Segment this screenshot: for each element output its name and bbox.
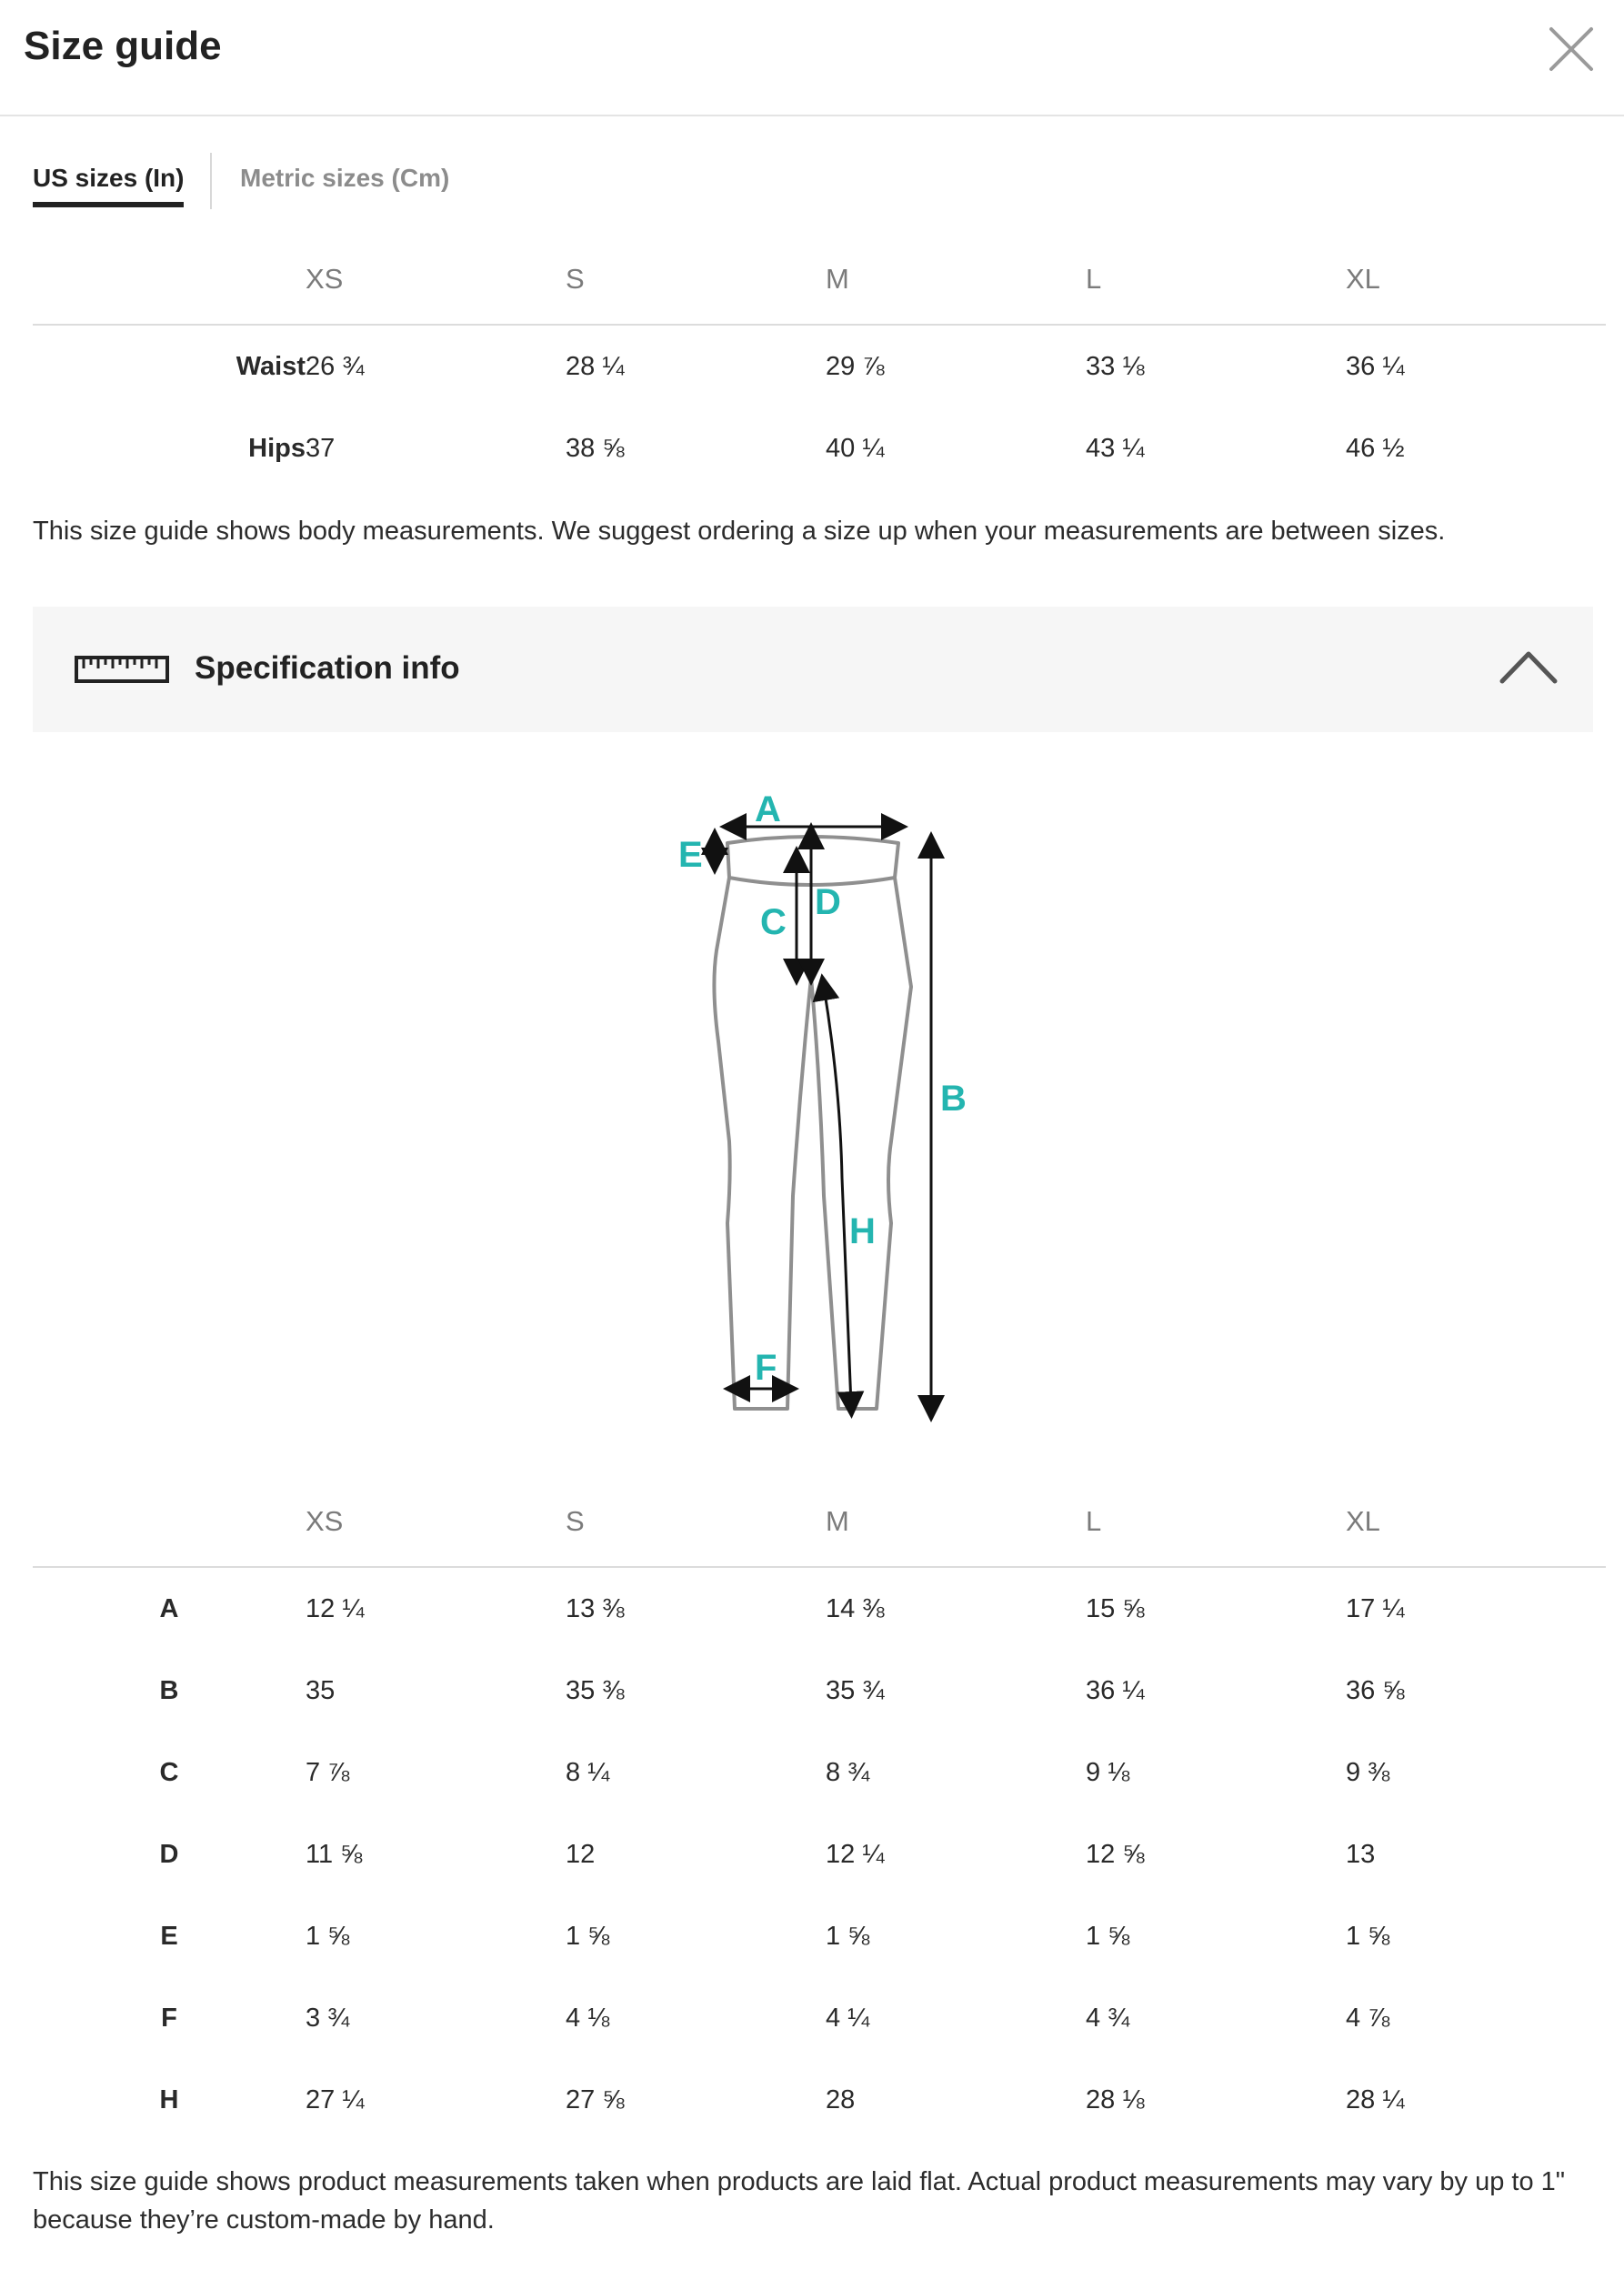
table-cell: 27 ¼ xyxy=(306,2084,365,2114)
table-header-row xyxy=(33,1477,1606,1567)
table-header-row xyxy=(33,235,1606,325)
tab-divider xyxy=(210,153,212,209)
size-header: M xyxy=(826,1477,1086,1567)
table-cell: 13 ⅜ xyxy=(566,1593,625,1623)
measure-line-h xyxy=(824,987,851,1405)
size-header: L xyxy=(1086,235,1346,325)
diagram-label-b: B xyxy=(940,1079,967,1119)
table-cell: 40 ¼ xyxy=(826,433,885,463)
row-label: D xyxy=(159,1839,179,1869)
diagram-label-h: H xyxy=(849,1211,876,1251)
table-cell: 38 ⅝ xyxy=(566,433,625,463)
diagram-label-e: E xyxy=(678,835,703,875)
table-cell: 4 ¾ xyxy=(1086,2003,1130,2033)
table-cell: 35 xyxy=(306,1675,336,1705)
table-cell: 8 ¾ xyxy=(826,1757,870,1787)
size-header: S xyxy=(566,1477,826,1567)
table-row xyxy=(33,2059,1606,2141)
table-cell: 4 ⅞ xyxy=(1346,2003,1390,2033)
table-cell: 7 ⅞ xyxy=(306,1757,350,1787)
size-header: XS xyxy=(306,1477,566,1567)
table-cell: 28 xyxy=(826,2084,856,2114)
table-row xyxy=(33,1650,1606,1732)
tab-metric-sizes[interactable]: Metric sizes (Cm) xyxy=(240,164,450,192)
table-cell: 12 ¼ xyxy=(306,1593,365,1623)
diagram-label-f: F xyxy=(755,1348,777,1388)
body-size-table xyxy=(33,235,1606,489)
table-cell: 13 xyxy=(1346,1839,1376,1869)
unit-tabs xyxy=(33,153,942,211)
size-header: XS xyxy=(306,235,566,325)
row-label: E xyxy=(160,1921,178,1951)
table-cell: 12 ⅝ xyxy=(1086,1839,1145,1869)
table-cell: 1 ⅝ xyxy=(1086,1921,1130,1951)
table-cell: 33 ⅛ xyxy=(1086,351,1145,381)
diagram-label-a: A xyxy=(755,789,781,829)
spec-size-table xyxy=(33,1477,1606,2141)
modal-header xyxy=(0,0,1624,116)
diagram-label-c: C xyxy=(760,902,787,942)
table-cell: 4 ⅛ xyxy=(566,2003,610,2033)
body-size-note: This size guide shows body measurements. We suggest ordering a size up when your measurements are between sizes. xyxy=(33,517,1446,546)
table-cell: 4 ¼ xyxy=(826,2003,870,2033)
tab-us-sizes[interactable]: US sizes (In) xyxy=(33,164,184,207)
table-cell: 1 ⅝ xyxy=(306,1921,350,1951)
row-label: A xyxy=(159,1593,179,1623)
table-row xyxy=(33,1977,1606,2059)
size-header: XL xyxy=(1346,1477,1606,1567)
table-cell: 28 ¼ xyxy=(1346,2084,1405,2114)
table-cell: 1 ⅝ xyxy=(566,1921,610,1951)
row-label: Waist xyxy=(236,351,306,381)
chevron-up-icon[interactable] xyxy=(1499,647,1559,687)
table-cell: 1 ⅝ xyxy=(1346,1921,1390,1951)
table-cell: 15 ⅝ xyxy=(1086,1593,1145,1623)
header-empty xyxy=(33,1477,306,1567)
table-cell: 3 ¾ xyxy=(306,2003,350,2033)
modal-title: Size guide xyxy=(24,24,222,68)
table-cell: 36 ⅝ xyxy=(1346,1675,1405,1705)
size-header: S xyxy=(566,235,826,325)
table-cell: 14 ⅜ xyxy=(826,1593,885,1623)
row-label: H xyxy=(159,2084,179,2114)
diagram-label-d: D xyxy=(815,882,841,922)
row-label: Hips xyxy=(248,433,306,463)
table-cell: 8 ¼ xyxy=(566,1757,610,1787)
ruler-icon xyxy=(75,654,169,685)
close-icon[interactable] xyxy=(1546,24,1597,75)
table-cell: 28 ⅛ xyxy=(1086,2084,1145,2114)
table-cell: 37 xyxy=(306,433,336,463)
table-cell: 11 ⅝ xyxy=(306,1839,363,1869)
row-label: C xyxy=(159,1757,179,1787)
size-header: M xyxy=(826,235,1086,325)
table-row xyxy=(33,325,1606,407)
table-cell: 35 ¾ xyxy=(826,1675,885,1705)
table-cell: 9 ⅜ xyxy=(1346,1757,1390,1787)
table-cell: 36 ¼ xyxy=(1346,351,1405,381)
table-row xyxy=(33,407,1606,489)
table-cell: 46 ½ xyxy=(1346,433,1405,463)
table-cell: 9 ⅛ xyxy=(1086,1757,1130,1787)
size-header: XL xyxy=(1346,235,1606,325)
table-cell: 28 ¼ xyxy=(566,351,625,381)
table-cell: 12 xyxy=(566,1839,596,1869)
size-header: L xyxy=(1086,1477,1346,1567)
table-row xyxy=(33,1813,1606,1895)
table-row xyxy=(33,1895,1606,1977)
leggings-outline xyxy=(714,837,911,1409)
table-cell: 43 ¼ xyxy=(1086,433,1145,463)
table-cell: 1 ⅝ xyxy=(826,1921,870,1951)
table-row xyxy=(33,1567,1606,1650)
table-cell: 17 ¼ xyxy=(1346,1593,1405,1623)
spec-title: Specification info xyxy=(195,650,460,686)
header-empty xyxy=(33,235,306,325)
product-size-note: This size guide shows product measurements taken when products are laid flat. Actual product measurements may vary by up to 1" because they’re custom-made by hand. xyxy=(33,2167,1566,2235)
table-cell: 12 ¼ xyxy=(826,1839,885,1869)
table-cell: 36 ¼ xyxy=(1086,1675,1145,1705)
table-cell: 35 ⅜ xyxy=(566,1675,625,1705)
table-cell: 29 ⅞ xyxy=(826,351,885,381)
table-cell: 26 ¾ xyxy=(306,351,365,381)
table-row xyxy=(33,1732,1606,1813)
leggings-measurement-diagram xyxy=(664,778,973,1423)
table-cell: 27 ⅝ xyxy=(566,2084,625,2114)
row-label: B xyxy=(159,1675,179,1705)
spec-accordion-header[interactable] xyxy=(33,607,1593,732)
row-label: F xyxy=(161,2003,177,2033)
